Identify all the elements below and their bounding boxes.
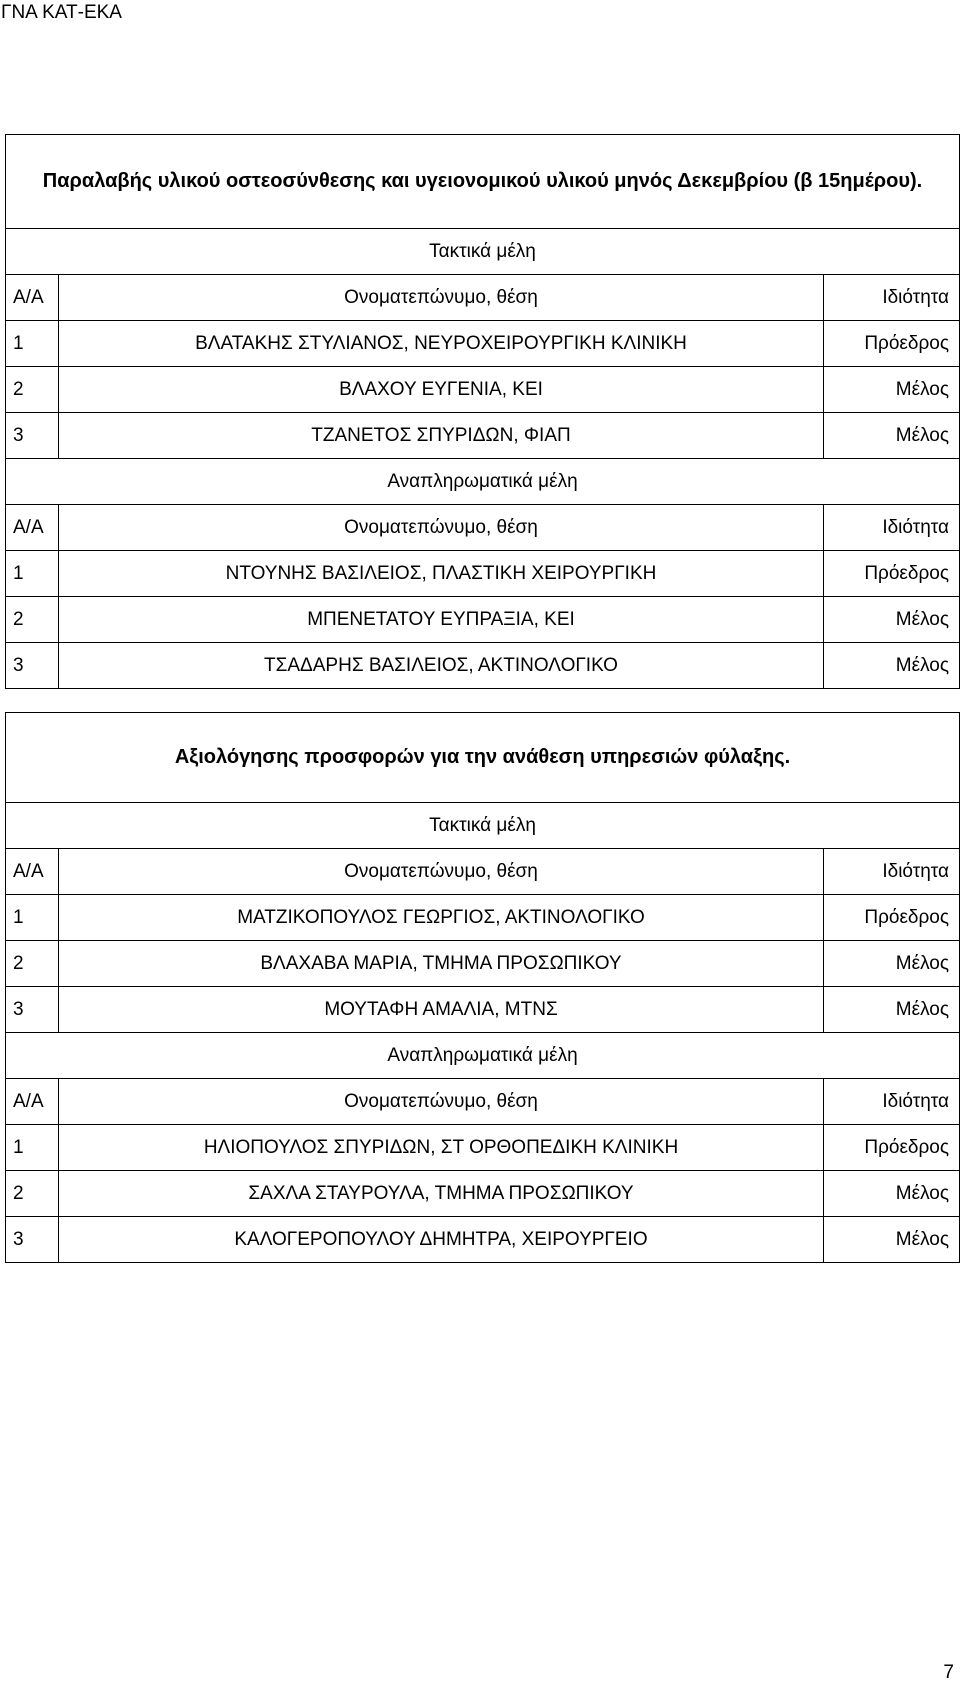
section-heading-alternate: Αναπληρωματικά μέλη	[6, 1033, 960, 1079]
column-header-idx: Α/Α	[6, 849, 59, 895]
member-role: Μέλος	[824, 941, 960, 987]
table-row	[6, 413, 960, 459]
column-header-idx: Α/Α	[6, 505, 59, 551]
table-row	[6, 1217, 960, 1263]
member-role: Πρόεδρος	[824, 551, 960, 597]
member-name: ΚΑΛΟΓΕΡΟΠΟΥΛΟΥ ΔΗΜΗΤΡΑ, ΧΕΙΡΟΥΡΓΕΙΟ	[59, 1217, 824, 1263]
section-heading-row	[6, 459, 960, 505]
table-row	[6, 551, 960, 597]
member-idx: 1	[6, 1125, 59, 1171]
member-role: Μέλος	[824, 413, 960, 459]
member-name: ΒΛΑΧΟΥ ΕΥΓΕΝΙΑ, ΚΕΙ	[59, 367, 824, 413]
member-idx: 3	[6, 413, 59, 459]
committee-title-row	[6, 713, 960, 803]
committee-table-2	[5, 712, 960, 1263]
member-idx: 2	[6, 597, 59, 643]
member-name: ΜΑΤΖΙΚΟΠΟΥΛΟΣ ΓΕΩΡΓΙΟΣ, ΑΚΤΙΝΟΛΟΓΙΚΟ	[59, 895, 824, 941]
member-name: ΝΤΟΥΝΗΣ ΒΑΣΙΛΕΙΟΣ, ΠΛΑΣΤΙΚΗ ΧΕΙΡΟΥΡΓΙΚΗ	[59, 551, 824, 597]
column-header-idx: Α/Α	[6, 275, 59, 321]
column-header-idx: Α/Α	[6, 1079, 59, 1125]
column-header-role: Ιδιότητα	[824, 505, 960, 551]
section-heading-regular: Τακτικά μέλη	[6, 229, 960, 275]
member-idx: 3	[6, 643, 59, 689]
member-name: ΣΑΧΛΑ ΣΤΑΥΡΟΥΛΑ, ΤΜΗΜΑ ΠΡΟΣΩΠΙΚΟΥ	[59, 1171, 824, 1217]
member-role: Πρόεδρος	[824, 895, 960, 941]
member-idx: 3	[6, 1217, 59, 1263]
table-row	[6, 597, 960, 643]
member-idx: 1	[6, 321, 59, 367]
member-role: Μέλος	[824, 1217, 960, 1263]
column-header-name: Ονοματεπώνυμο, θέση	[59, 849, 824, 895]
member-idx: 2	[6, 367, 59, 413]
member-role: Μέλος	[824, 367, 960, 413]
section-heading-row	[6, 1033, 960, 1079]
member-role: Μέλος	[824, 1171, 960, 1217]
committee-title: Αξιολόγησης προσφορών για την ανάθεση υπηρεσιών φύλαξης.	[6, 713, 960, 803]
member-idx: 3	[6, 987, 59, 1033]
column-header-role: Ιδιότητα	[824, 849, 960, 895]
section-heading-alternate: Αναπληρωματικά μέλη	[6, 459, 960, 505]
member-name: ΤΣΑΔΑΡΗΣ ΒΑΣΙΛΕΙΟΣ, ΑΚΤΙΝΟΛΟΓΙΚΟ	[59, 643, 824, 689]
member-name: ΜΟΥΤΑΦΗ ΑΜΑΛΙΑ, ΜΤΝΣ	[59, 987, 824, 1033]
member-role: Μέλος	[824, 643, 960, 689]
table-row	[6, 1171, 960, 1217]
member-idx: 2	[6, 941, 59, 987]
member-name: ΜΠΕΝΕΤΑΤΟΥ ΕΥΠΡΑΞΙΑ, ΚΕΙ	[59, 597, 824, 643]
member-name: ΒΛΑΧΑΒΑ ΜΑΡΙΑ, ΤΜΗΜΑ ΠΡΟΣΩΠΙΚΟΥ	[59, 941, 824, 987]
member-role: Πρόεδρος	[824, 321, 960, 367]
table-row	[6, 895, 960, 941]
member-name: ΤΖΑΝΕΤΟΣ ΣΠΥΡΙΔΩΝ, ΦΙΑΠ	[59, 413, 824, 459]
column-header-name: Ονοματεπώνυμο, θέση	[59, 505, 824, 551]
table-row	[6, 987, 960, 1033]
column-header-row	[6, 1079, 960, 1125]
table-row	[6, 367, 960, 413]
column-header-name: Ονοματεπώνυμο, θέση	[59, 275, 824, 321]
section-heading-row	[6, 229, 960, 275]
table-row	[6, 321, 960, 367]
column-header-row	[6, 849, 960, 895]
table-row	[6, 1125, 960, 1171]
member-idx: 1	[6, 551, 59, 597]
member-role: Πρόεδρος	[824, 1125, 960, 1171]
column-header-name: Ονοματεπώνυμο, θέση	[59, 1079, 824, 1125]
table-row	[6, 643, 960, 689]
committee-title: Παραλαβής υλικού οστεοσύνθεσης και υγειονομικού υλικού μηνός Δεκεμβρίου (β 15ημέρου).	[6, 135, 960, 229]
column-header-row	[6, 275, 960, 321]
document-header: ΓΝΑ ΚΑΤ-ΕΚΑ	[1, 2, 122, 23]
table-row	[6, 941, 960, 987]
member-role: Μέλος	[824, 987, 960, 1033]
member-idx: 2	[6, 1171, 59, 1217]
column-header-row	[6, 505, 960, 551]
column-header-role: Ιδιότητα	[824, 275, 960, 321]
member-idx: 1	[6, 895, 59, 941]
page-number: 7	[943, 1662, 954, 1683]
column-header-role: Ιδιότητα	[824, 1079, 960, 1125]
member-name: ΗΛΙΟΠΟΥΛΟΣ ΣΠΥΡΙΔΩΝ, ΣΤ ΟΡΘΟΠΕΔΙΚΗ ΚΛΙΝΙΚΗ	[59, 1125, 824, 1171]
committee-title-row	[6, 135, 960, 229]
member-name: ΒΛΑΤΑΚΗΣ ΣΤΥΛΙΑΝΟΣ, ΝΕΥΡΟΧΕΙΡΟΥΡΓΙΚΗ ΚΛΙΝΙΚΗ	[59, 321, 824, 367]
section-heading-regular: Τακτικά μέλη	[6, 803, 960, 849]
member-role: Μέλος	[824, 597, 960, 643]
committee-table-1	[5, 134, 960, 689]
section-heading-row	[6, 803, 960, 849]
